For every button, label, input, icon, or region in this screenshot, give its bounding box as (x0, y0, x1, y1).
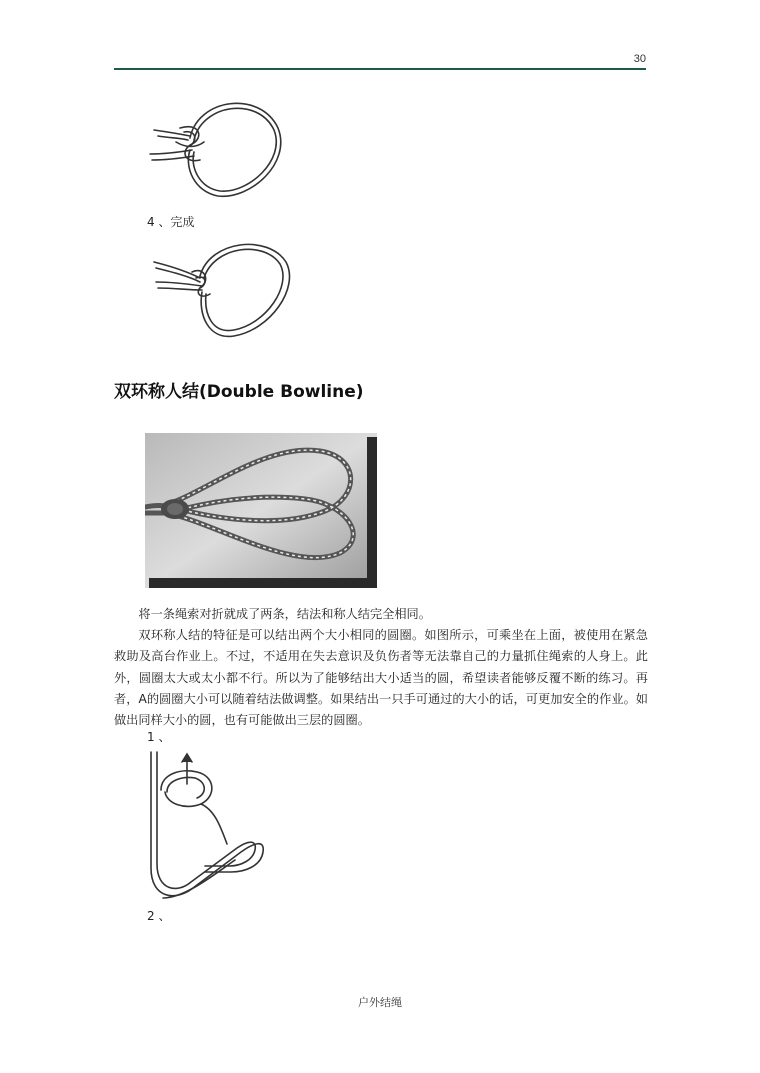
page-number: 30 (633, 53, 646, 65)
bowline-step-3-illustration (140, 88, 290, 208)
step-1-illustration (145, 748, 270, 908)
paragraph-intro: 将一条绳索对折就成了两条，结法和称人结完全相同。 (138, 607, 431, 621)
bowline-complete-illustration (140, 232, 300, 347)
paragraph-description: 双环称人结的特征是可以结出两个大小相同的圆圈。如图所示，可乘坐在上面，被使用在紧急救助及高台作业上。不过，不适用在失去意识及负伤者等无法靠自己的力量抓住绳索的人身上。此外，圆圈太大或太小都不行。所以为了能够结出大小适当的圆，希望读者能够反覆不断的练习。再者，A的圆圈大小可以随着结法做调整。如果结出一只手可通过的大小的话，可更加安全的作业。如做出同样大小的圆，也有可能做出三层的圆圈。 (114, 628, 648, 728)
header-rule (114, 68, 646, 70)
footer: 户外结绳 (358, 996, 402, 1009)
step-1-label: 1 、 (147, 730, 171, 744)
step-2-label: 2 、 (147, 909, 171, 923)
double-bowline-photo (145, 433, 377, 588)
body-text (114, 604, 648, 731)
figure-label-complete: 4 、完成 (147, 215, 195, 229)
section-title: 双环称人结(Double Bowline) (114, 382, 364, 402)
